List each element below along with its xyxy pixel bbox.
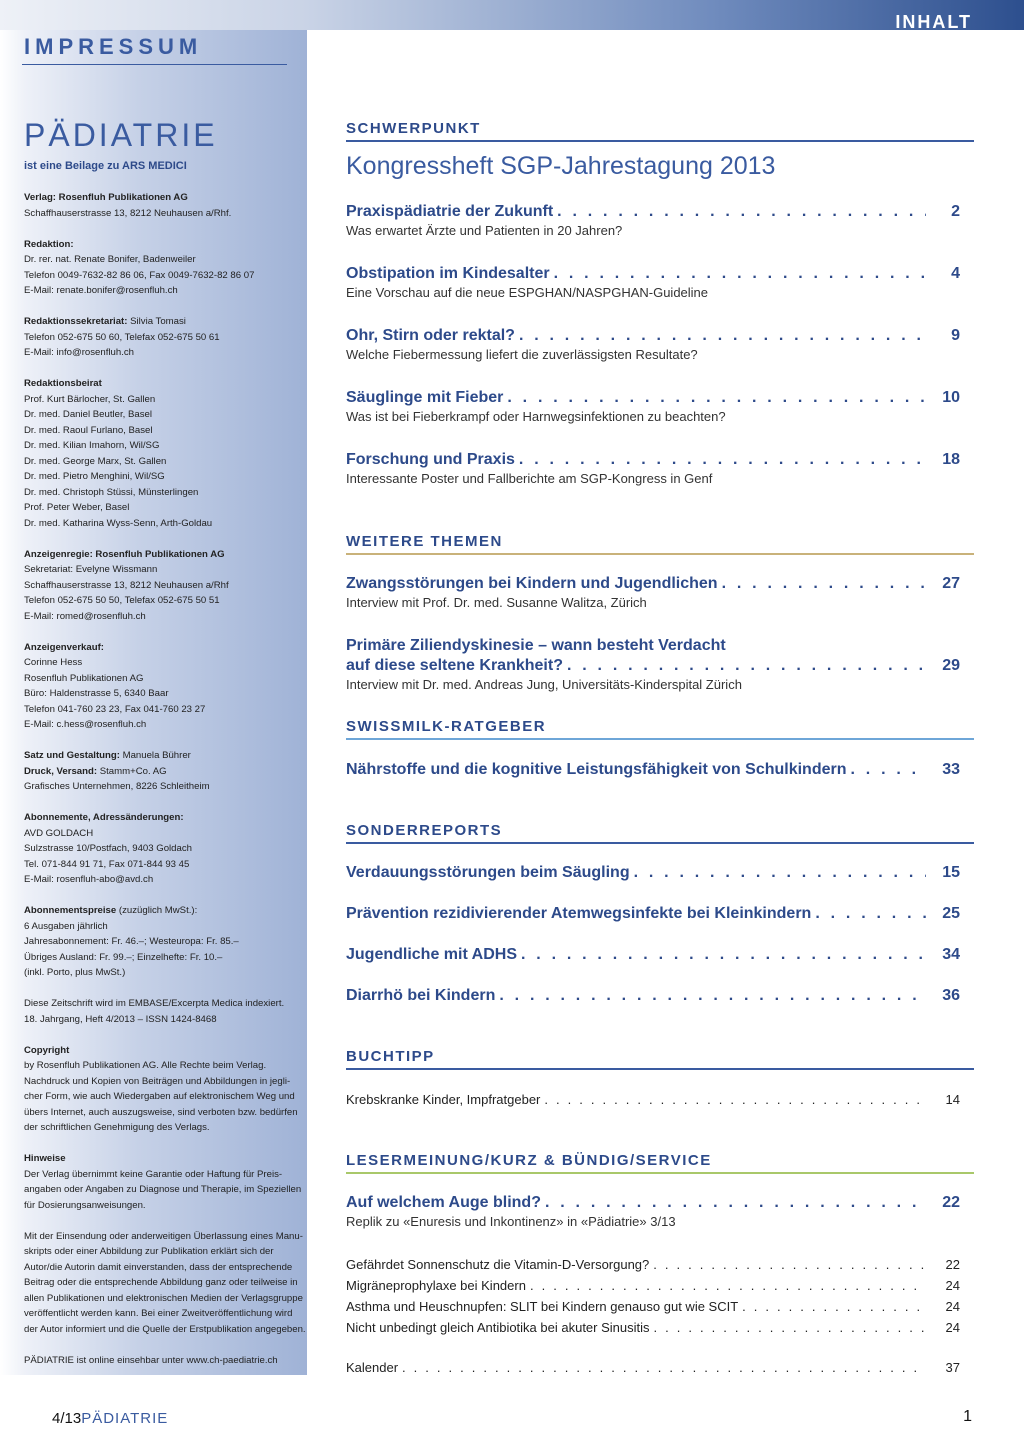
impressum-line: Sekretariat: Evelyne Wissmann: [24, 564, 158, 575]
toc-entry-page: 37: [945, 1360, 960, 1375]
toc-entry-page: 24: [945, 1320, 960, 1335]
footer-issue: [52, 1410, 168, 1427]
leader-dots: [742, 1299, 926, 1314]
leader-dots: [554, 265, 926, 283]
impressum-line: 6 Ausgaben jährlich: [24, 920, 108, 932]
impressum-line: Anzeigenregie: Rosenfluh Publikationen AG: [24, 548, 225, 560]
impressum-line: Dr. med. Christoph Stüssi, Münsterlingen: [24, 486, 199, 498]
impressum-line: Dr. med. Raoul Furlano, Basel: [24, 424, 153, 436]
impressum-line: 18. Jahrgang, Heft 4/2013 – ISSN 1424-8468: [24, 1013, 217, 1025]
toc-entry-page: 27: [942, 575, 960, 592]
impressum-block: [24, 748, 304, 795]
leader-dots: [653, 1257, 926, 1272]
impressum-line: AVD GOLDACH: [24, 827, 94, 839]
toc-entry-page: 18: [942, 451, 960, 468]
toc-entry-title: Forschung und Praxis: [346, 451, 515, 468]
toc-entry[interactable]: [346, 1257, 960, 1272]
impressum-label: Abonnementspreise: [24, 905, 117, 916]
leader-dots: [499, 987, 926, 1005]
impressum-line: Der Verlag übernimmt keine Garantie oder Haftung für Preis-: [24, 1168, 283, 1180]
impressum-block: [24, 640, 304, 733]
toc-entry[interactable]: [346, 1092, 960, 1107]
impressum-line: Übriges Ausland: Fr. 99.–; Einzelhefte: Fr. 10.–: [24, 951, 223, 963]
impressum-line: angaben oder Angaben zu Diagnose und Therapie, im Speziellen: [24, 1184, 302, 1195]
toc-entry-page: 2: [951, 203, 960, 220]
impressum-line: E-Mail: c.hess@rosenfluh.ch: [24, 719, 147, 730]
impressum-block: [24, 810, 304, 888]
toc-entry-subtitle: Eine Vorschau auf die neue ESPGHAN/NASPGHAN-Guideline: [346, 285, 709, 300]
toc-entry-title: Ohr, Stirn oder rektal?: [346, 327, 515, 344]
impressum-line: Tel. 071-844 91 71, Fax 071-844 93 45: [24, 858, 190, 870]
impressum-line: Druck, Versand: Stamm+Co. AG: [24, 765, 167, 777]
toc-entry-title: Obstipation im Kindesalter: [346, 265, 550, 282]
toc-entry[interactable]: [346, 1299, 960, 1314]
impressum-label: Druck, Versand:: [24, 765, 98, 777]
toc-entry[interactable]: [346, 451, 960, 486]
toc-entry-page: 25: [942, 905, 960, 922]
toc-entry-page: 10: [942, 389, 960, 406]
toc-entry[interactable]: [346, 1194, 960, 1229]
toc-entry-page: 33: [942, 761, 960, 778]
impressum-line: der Autor informiert und die Quelle der Erstpublikation angegeben.: [24, 1323, 306, 1335]
impressum-line: skripts oder einer Abbildung zur Publikation erklärt sich der: [24, 1246, 274, 1257]
impressum-line: Rosenfluh Publikationen AG: [24, 672, 144, 684]
toc-entry-subtitle: Welche Fiebermessung liefert die zuverlässigsten Resultate?: [346, 347, 698, 362]
impressum-line: Telefon 052-675 50 50, Telefax 052-675 50 51: [24, 595, 220, 606]
leader-dots: [545, 1194, 926, 1212]
toc-entry-title: Säuglinge mit Fieber: [346, 389, 504, 406]
section-rule: [346, 140, 974, 142]
section-title: WEITERE THEMEN: [346, 533, 503, 550]
impressum-line: für Dosierungsanweisungen.: [24, 1199, 146, 1211]
impressum-block: [24, 547, 304, 625]
top-banner: [0, 0, 1024, 30]
toc-entry-page: 36: [942, 987, 960, 1004]
toc-entry-page: 9: [951, 327, 960, 344]
toc-entry-title: Nicht unbedingt gleich Antibiotika bei akuter Sinusitis: [346, 1320, 650, 1335]
impressum-line: by Rosenfluh Publikationen AG. Alle Rechte beim Verlag.: [24, 1060, 267, 1071]
impressum-line: Prof. Kurt Bärlocher, St. Gallen: [24, 393, 156, 405]
impressum-line: Grafisches Unternehmen, 8226 Schleitheim: [24, 781, 210, 792]
impressum-line: Mit der Einsendung oder anderweitigen Überlassung eines Manu-: [24, 1230, 303, 1242]
toc-entry-subtitle: Interview mit Dr. med. Andreas Jung, Universitäts-Kinderspital Zürich: [346, 677, 742, 692]
impressum-block: [24, 1043, 304, 1136]
toc-entry-subtitle: Was erwartet Ärzte und Patienten in 20 Jahren?: [346, 223, 623, 238]
toc-entry-title: Krebskranke Kinder, Impfratgeber: [346, 1092, 541, 1107]
toc-entry[interactable]: [346, 987, 960, 1005]
toc-entry[interactable]: [346, 575, 960, 610]
leader-dots: [722, 575, 926, 593]
impressum-line: Sulzstrasse 10/Postfach, 9403 Goldach: [24, 843, 192, 854]
impressum-block: [24, 190, 304, 221]
leader-dots: [544, 1092, 926, 1107]
impressum-line: (inkl. Porto, plus MwSt.): [24, 967, 126, 978]
section-title: LESERMEINUNG/KURZ & BÜNDIG/SERVICE: [346, 1152, 712, 1169]
toc-entry-title: Diarrhö bei Kindern: [346, 987, 496, 1004]
impressum-rule: [22, 64, 287, 65]
impressum-tagline: ist eine Beilage zu ARS MEDICI: [24, 160, 187, 172]
impressum-line: E-Mail: rosenfluh-abo@avd.ch: [24, 874, 154, 885]
toc-entry-title: Migräneprophylaxe bei Kindern: [346, 1278, 526, 1293]
impressum-line: Abonnemente, Adressänderungen:: [24, 812, 184, 823]
section-rule: [346, 553, 974, 555]
impressum-line: allen Publikationen und elektronischen Medien der Verlagsgruppe: [24, 1292, 303, 1304]
paediatrie-logo: PÄDIATRIE: [24, 117, 218, 153]
impressum-label: Redaktionssekretariat:: [24, 316, 128, 327]
toc-entry-title: Verdauungsstörungen beim Säugling: [346, 864, 630, 881]
toc-entry-page: 24: [945, 1278, 960, 1293]
toc-entry-page: 22: [945, 1257, 960, 1272]
impressum-line: Diese Zeitschrift wird im EMBASE/Excerpta Medica indexiert.: [24, 998, 285, 1009]
section-title: SCHWERPUNKT: [346, 120, 481, 137]
toc-entry[interactable]: [346, 203, 960, 238]
impressum-line: Redaktionssekretariat: Silvia Tomasi: [24, 316, 186, 327]
impressum-line: Redaktion:: [24, 238, 74, 250]
impressum-line: Telefon 041-760 23 23, Fax 041-760 23 27: [24, 703, 206, 715]
impressum-line: Autor/die Autorin damit einverstanden, dass der entsprechende: [24, 1261, 293, 1273]
section-weitere-themen: [346, 533, 974, 555]
section-swissmilk: [346, 718, 974, 740]
toc-entry-title: Kalender: [346, 1360, 399, 1375]
toc-entry[interactable]: [346, 905, 960, 923]
impressum-line: Dr. rer. nat. Renate Bonifer, Badenweiler: [24, 254, 196, 265]
leader-dots: [530, 1278, 926, 1293]
issue-number: 4/13: [52, 1410, 82, 1427]
section-label: INHALT: [895, 12, 972, 32]
section-headline: Kongressheft SGP-Jahrestagung 2013: [346, 152, 776, 180]
impressum-line: Abonnementspreise (zuzüglich MwSt.):: [24, 905, 198, 916]
impressum-line: Schaffhauserstrasse 13, 8212 Neuhausen a/Rhf.: [24, 207, 232, 219]
toc-entry[interactable]: [346, 864, 960, 882]
impressum-block: [24, 996, 304, 1027]
toc-entry-page: 34: [942, 946, 960, 963]
toc-entry-title: Praxispädiatrie der Zukunft: [346, 203, 554, 220]
toc-entry-title: Asthma und Heuschnupfen: SLIT bei Kindern genauso gut wie SCIT: [346, 1299, 739, 1314]
section-buchtipp: [346, 1048, 974, 1070]
impressum-line: Verlag: Rosenfluh Publikationen AG: [24, 192, 188, 203]
impressum-line: Prof. Peter Weber, Basel: [24, 502, 130, 513]
section-rule: [346, 1172, 974, 1174]
leader-dots: [567, 657, 926, 675]
toc-entry-page: 24: [945, 1299, 960, 1314]
impressum-line: veröffentlicht werden kann. Bei einer Zweitveröffentlichung wird: [24, 1308, 293, 1319]
impressum-line: Anzeigenverkauf:: [24, 641, 104, 653]
toc-entry[interactable]: [346, 637, 960, 692]
toc-entry-title: Gefährdet Sonnenschutz die Vitamin-D-Versorgung?: [346, 1257, 650, 1272]
toc-entry-subtitle: Was ist bei Fieberkrampf oder Harnwegsinfektionen zu beachten?: [346, 409, 726, 424]
toc-entry-title: Zwangsstörungen bei Kindern und Jugendlichen: [346, 575, 718, 592]
leader-dots: [654, 1320, 926, 1335]
impressum-line: E-Mail: renate.bonifer@rosenfluh.ch: [24, 285, 178, 296]
impressum-line: Copyright: [24, 1044, 70, 1056]
toc-entry-page: 4: [951, 265, 960, 282]
impressum-line: Jahresabonnement: Fr. 46.–; Westeuropa: Fr. 85.–: [24, 936, 239, 947]
impressum-line: E-Mail: romed@rosenfluh.ch: [24, 610, 146, 622]
section-title: SWISSMILK-RATGEBER: [346, 718, 547, 735]
impressum-title: IMPRESSUM: [24, 34, 203, 59]
toc-entry[interactable]: [346, 1320, 960, 1335]
footer-logo: PÄDIATRIE: [81, 1410, 169, 1427]
impressum-line: Satz und Gestaltung: Manuela Bührer: [24, 750, 191, 761]
impressum-line: Dr. med. Pietro Menghini, Wil/SG: [24, 471, 165, 482]
section-lesermeinung: [346, 1152, 974, 1174]
section-sonderreports: [346, 822, 974, 844]
impressum-line: Nachdruck und Kopien von Beiträgen und Abbildungen in jegli-: [24, 1075, 291, 1087]
impressum-line: der schriftlichen Genehmigung des Verlags.: [24, 1122, 210, 1133]
impressum-line: Schaffhauserstrasse 13, 8212 Neuhausen a/Rhf: [24, 579, 229, 591]
impressum-line: Redaktionsbeirat: [24, 378, 102, 389]
impressum-block: [24, 237, 304, 299]
toc-entry-title-line1: Primäre Ziliendyskinesie – wann besteht Verdacht: [346, 637, 726, 654]
impressum-line: Telefon 0049-7632-82 86 06, Fax 0049-7632-82 86 07: [24, 269, 255, 281]
impressum-block: [24, 1151, 304, 1213]
impressum-line: Corinne Hess: [24, 657, 83, 668]
impressum-block: [24, 376, 304, 531]
impressum-line: Büro: Haldenstrasse 5, 6340 Baar: [24, 688, 169, 699]
toc-entry[interactable]: [346, 265, 960, 300]
impressum-block: [24, 903, 304, 981]
toc-entry-title: Jugendliche mit ADHS: [346, 946, 517, 963]
impressum-line: Dr. med. Kilian Imahorn, Wil/SG: [24, 440, 160, 451]
leader-dots: [507, 389, 926, 407]
leader-dots: [851, 761, 927, 779]
impressum-block: [24, 1353, 304, 1369]
impressum-text: [24, 190, 304, 1384]
toc-entry[interactable]: [346, 946, 960, 964]
toc-entry-subtitle: Replik zu «Enuresis und Inkontinenz» in «Pädiatrie» 3/13: [346, 1214, 676, 1229]
toc-entry-title: Auf welchem Auge blind?: [346, 1194, 541, 1211]
leader-dots: [519, 451, 926, 469]
toc-entry-title: Nährstoffe und die kognitive Leistungsfähigkeit von Schulkindern: [346, 761, 847, 778]
toc-entry-subtitle: Interessante Poster und Fallberichte am SGP-Kongress in Genf: [346, 471, 713, 486]
impressum-block: [24, 1229, 304, 1338]
section-rule: [346, 738, 974, 740]
toc-entry[interactable]: [346, 1360, 960, 1375]
toc-entry[interactable]: [346, 389, 960, 424]
section-rule: [346, 842, 974, 844]
leader-dots: [521, 946, 926, 964]
leader-dots: [519, 327, 926, 345]
impressum-line: Hinweise: [24, 1153, 66, 1164]
section-title: BUCHTIPP: [346, 1048, 435, 1065]
impressum-line: Dr. med. Katharina Wyss-Senn, Arth-Goldau: [24, 517, 213, 529]
toc-entry[interactable]: [346, 761, 960, 779]
leader-dots: [402, 1360, 926, 1375]
section-rule: [346, 1068, 974, 1070]
toc-entry[interactable]: [346, 1278, 960, 1293]
toc-entry-subtitle: Interview mit Prof. Dr. med. Susanne Walitza, Zürich: [346, 595, 647, 610]
leader-dots: [557, 203, 926, 221]
toc-entry-page: 14: [945, 1092, 960, 1107]
impressum-line: übers Internet, auch auszugsweise, sind verboten bzw. bedürfen: [24, 1106, 298, 1118]
toc-entry-page: 15: [942, 864, 960, 881]
impressum-line: Dr. med. George Marx, St. Gallen: [24, 455, 167, 467]
toc-entry-page: 29: [942, 657, 960, 674]
impressum-line: Dr. med. Daniel Beutler, Basel: [24, 409, 152, 420]
impressum-line: Beitrag oder die entsprechende Abbildung ganz oder teilweise in: [24, 1277, 298, 1288]
impressum-line: PÄDIATRIE ist online einsehbar unter www.ch-paediatrie.ch: [24, 1354, 278, 1366]
impressum-line: cher Form, wie auch Wiedergaben auf elektronischem Weg und: [24, 1091, 295, 1102]
impressum-line: E-Mail: info@rosenfluh.ch: [24, 347, 134, 358]
leader-dots: [815, 905, 926, 923]
toc-entry-title: Prävention rezidivierender Atemwegsinfekte bei Kleinkindern: [346, 905, 812, 922]
toc-entry[interactable]: [346, 327, 960, 362]
section-title: SONDERREPORTS: [346, 822, 503, 839]
page-number: 1: [963, 1408, 972, 1425]
leader-dots: [634, 864, 926, 882]
impressum-block: [24, 314, 304, 361]
impressum-label: Satz und Gestaltung:: [24, 750, 120, 761]
toc-entry-title: auf diese seltene Krankheit?: [346, 657, 563, 674]
toc-entry-page: 22: [942, 1194, 960, 1211]
impressum-line: Telefon 052-675 50 60, Telefax 052-675 50 61: [24, 331, 220, 343]
section-schwerpunkt: [346, 120, 974, 142]
